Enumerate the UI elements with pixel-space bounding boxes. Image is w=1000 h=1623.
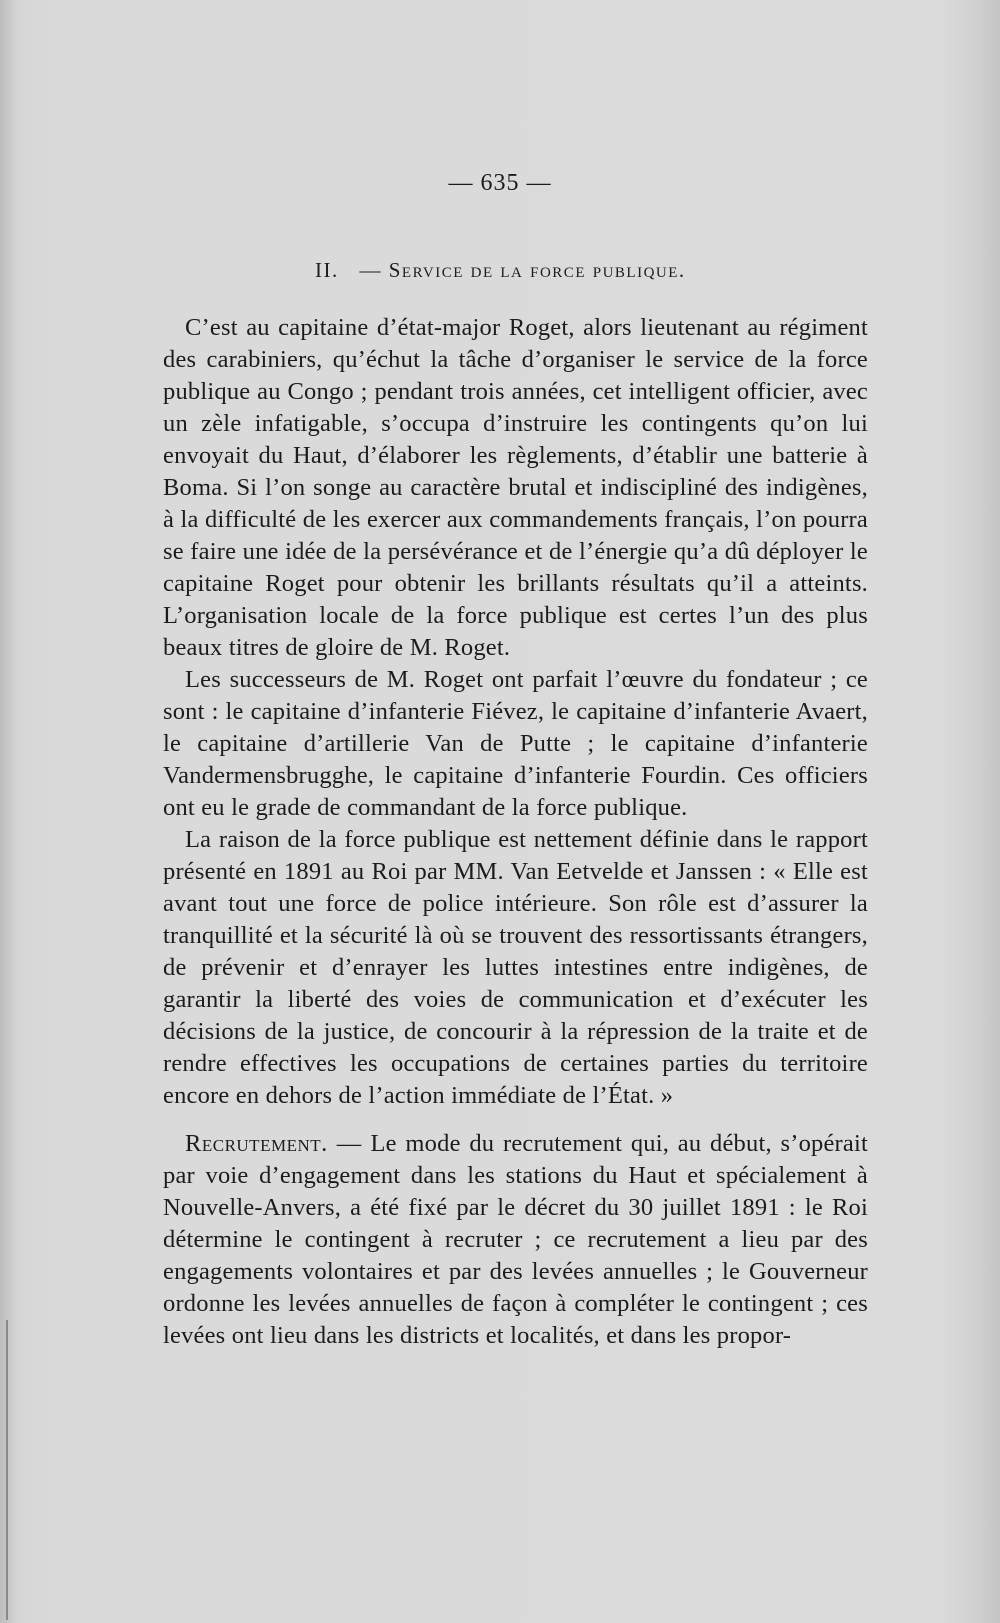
- recruitment-text: Le mode du recrutement qui, au début, s’opérait par voie d’engagement dans les stations du Haut et spécialement à Nouvelle-Anvers, a été fixé par le décret du 30 juillet 1891 : le Roi détermine le contingent à recruter ; ce recrutement a lieu par des engagements volontaires et par des levées annuelles ; le Gouverneur ordonne les levées annuelles de façon à compléter le contingent ; ces levées ont lieu dans les districts et localités, et dans les propor-: [163, 1130, 868, 1349]
- page-number: — 635 —: [448, 170, 552, 196]
- section-dash: —: [359, 258, 382, 282]
- main-body: [163, 312, 868, 1112]
- recruitment-section: [163, 1128, 868, 1352]
- paragraph-roget: C’est au capitaine d’état-major Roget, alors lieutenant au régiment des carabiniers, qu’échut la tâche d’organiser le service de la force publique au Congo ; pendant trois années, cet intelligent officier, avec un zèle infatigable, s’occupa d’instruire les contingents qu’on lui envoyait du Haut, d’élaborer les règlements, d’établir une batterie à Boma. Si l’on songe au caractère brutal et indiscipliné des indigènes, à la difficulté de les exercer aux commandements français, l’on pourra se faire une idée de la persévérance et de l’énergie qu’a dû déployer le capitaine Roget pour obtenir les brillants résultats qu’il a atteints. L’organisation locale de la force publique est certes l’un des plus beaux titres de gloire de M. Roget.: [163, 314, 868, 661]
- paragraph-successors: Les successeurs de M. Roget ont parfait l’œuvre du fondateur ; ce sont : le capitaine d’infanterie Fiévez, le capitaine d’infanterie Avaert, le capitaine d’artillerie Van de Putte ; le capitaine d’infanterie Vandermensbrugghe, le capitaine d’infanterie Fourdin. Ces officiers ont eu le grade de commandant de la force publique.: [163, 666, 868, 821]
- binding-edge: [6, 1320, 8, 1620]
- section-heading: [315, 258, 686, 283]
- paragraph-recruitment: [163, 1128, 868, 1352]
- section-numeral: II.: [315, 258, 339, 282]
- section-title: Service de la force publique.: [388, 258, 686, 282]
- recruitment-heading: Recrutement. —: [185, 1130, 362, 1157]
- paragraph-purpose: La raison de la force publique est nettement définie dans le rapport présenté en 1891 au Roi par MM. Van Eetvelde et Janssen : « Elle est avant tout une force de police intérieure. Son rôle est d’assurer la tranquillité et la sécurité là où se trouvent des ressortissants étrangers, de prévenir et d’enrayer les luttes intestines entre indigènes, de garantir la liberté des voies de communication et d’exécuter les décisions de la justice, de concourir à la répression de la traite et de rendre effectives les occupations de certaines parties du territoire encore en dehors de l’action immédiate de l’État. »: [163, 826, 868, 1109]
